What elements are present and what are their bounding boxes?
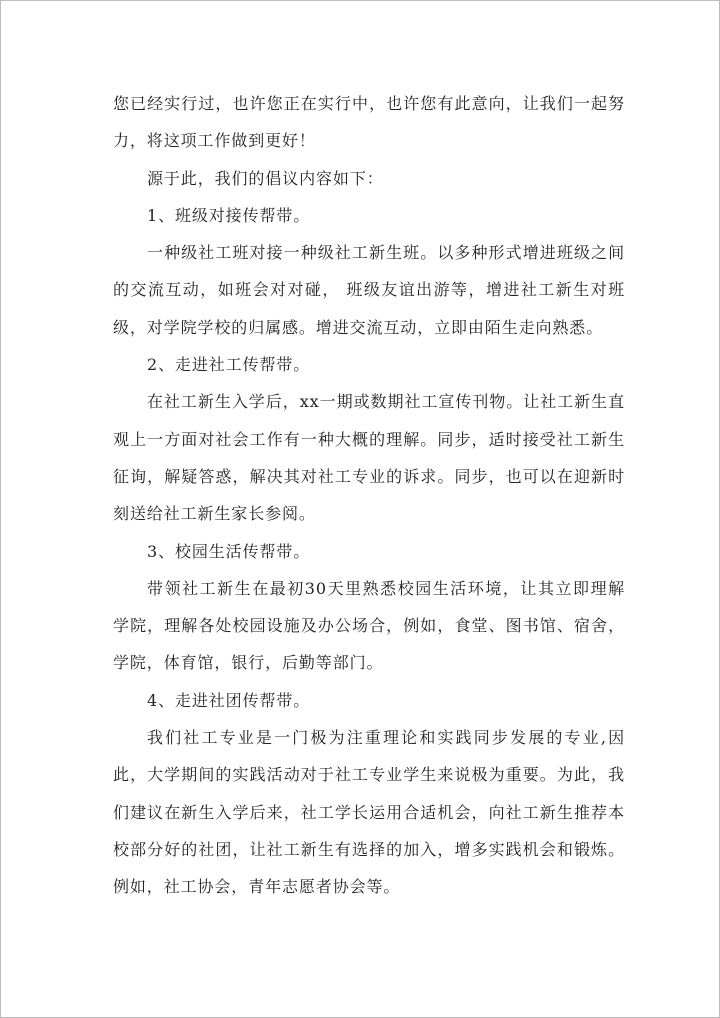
paragraph-proposal-intro: 源于此，我们的倡议内容如下： bbox=[147, 168, 384, 188]
paragraph-item-3: 带领社工新生在最初30天里熟悉校园生活环境，让其立即理解学院，理解各处校园设施及办公场合，例如，食堂、图书馆、宿舍，学院，体育馆，银行，后勤等部门。 bbox=[113, 578, 625, 673]
heading-item-2: 2、走进社工传帮带。 bbox=[147, 355, 311, 375]
paragraph-item-4: 我们社工专业是一门极为注重理论和实践同步发展的专业,因此，大学期间的实践活动对于社工专业学生来说极为重要。为此，我们建议在新生入学后来，社工学长运用合适机会，向社工新生推荐本校部分好的社团，让社工新生有选择的加入，增多实践机会和锻炼。例如，社工协会，青年志愿者协会等。 bbox=[113, 728, 625, 897]
heading-item-4: 4、走进社团传帮带。 bbox=[147, 690, 311, 710]
heading-item-1: 1、班级对接传帮带。 bbox=[147, 205, 311, 225]
paragraph-item-2: 在社工新生入学后，xx一期或数期社工宣传刊物。让社工新生直观上一方面对社会工作有一种大概的理解。同步，适时接受社工新生征询，解疑答惑，解决其对社工专业的诉求。同步，也可以在迎新时刻送给社工新生家长参阅。 bbox=[113, 392, 625, 524]
paragraph-continuation: 您已经实行过，也许您正在实行中，也许您有此意向，让我们一起努力，将这项工作做到更好！ bbox=[113, 94, 625, 151]
paragraph-item-1: 一种级社工班对接一种级社工新生班。以多种形式增进班级之间的交流互动，如班会对对碰， 班级友谊出游等，增进社工新生对班级，对学院学校的归属感。增进交流互动，立即由陌生走向熟悉。 bbox=[113, 243, 625, 337]
heading-item-3: 3、校园生活传帮带。 bbox=[147, 541, 311, 561]
document-body bbox=[113, 85, 625, 906]
